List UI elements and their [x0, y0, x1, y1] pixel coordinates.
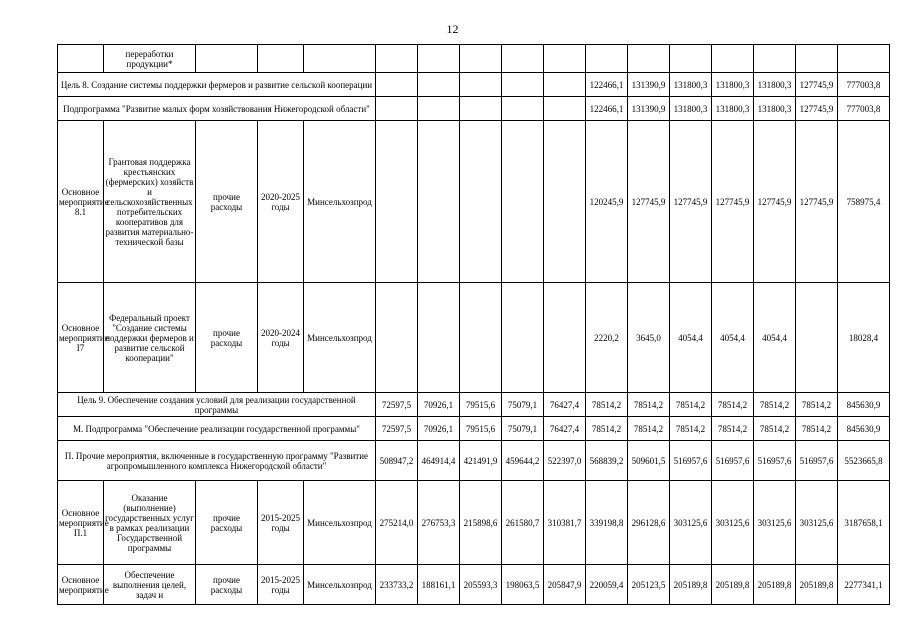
value-cell: 127745,9 — [754, 121, 796, 283]
value-cell — [502, 121, 544, 283]
value-cell: 127745,9 — [712, 121, 754, 283]
value-cell — [376, 73, 418, 97]
value-cell: 205189,8 — [754, 565, 796, 605]
value-cell: 18028,4 — [838, 283, 890, 393]
value-cell: 72597,5 — [376, 417, 418, 441]
value-cell: 120245,9 — [586, 121, 628, 283]
value-cell: 78514,2 — [796, 417, 838, 441]
value-cell — [544, 283, 586, 393]
value-cell: 275214,0 — [376, 481, 418, 565]
event-name: Обеспечение выполнения целей, задач и — [104, 565, 196, 605]
value-cell: 131800,3 — [670, 73, 712, 97]
value-cell — [460, 97, 502, 121]
value-cell: 3187658,1 — [838, 481, 890, 565]
value-cell: 127745,9 — [628, 121, 670, 283]
value-cell — [460, 73, 502, 97]
value-cell — [376, 121, 418, 283]
value-cell: 131800,3 — [712, 97, 754, 121]
value-cell: 215898,6 — [460, 481, 502, 565]
value-cell: 78514,2 — [586, 417, 628, 441]
value-cell: 464914,4 — [418, 441, 460, 481]
period: 2015-2025 годы — [258, 565, 304, 605]
value-cell: 4054,4 — [754, 283, 796, 393]
period: 2015-2025 годы — [258, 481, 304, 565]
goal-label: Подпрограмма "Развитие малых форм хозяйствования Нижегородской области" — [58, 97, 376, 121]
value-cell: 522397,0 — [544, 441, 586, 481]
value-cell: 516957,6 — [670, 441, 712, 481]
value-cell: 310381,7 — [544, 481, 586, 565]
goal-label: П. Прочие мероприятия, включенные в государственную программу "Развитие агропромышленного комплекса Нижегородской области" — [58, 441, 376, 481]
table-cell — [838, 45, 890, 73]
value-cell: 845630,9 — [838, 393, 890, 417]
value-cell — [796, 283, 838, 393]
table-cell — [502, 45, 544, 73]
table-cell — [628, 45, 670, 73]
table-cell — [754, 45, 796, 73]
value-cell: 75079,1 — [502, 393, 544, 417]
expense-type: прочие расходы — [196, 481, 258, 565]
value-cell: 758975,4 — [838, 121, 890, 283]
executor: Минсельхозпрод — [304, 121, 376, 283]
table-row — [58, 565, 890, 605]
value-cell: 296128,6 — [628, 481, 670, 565]
value-cell: 205189,8 — [712, 565, 754, 605]
value-cell — [376, 283, 418, 393]
value-cell: 509601,5 — [628, 441, 670, 481]
value-cell: 220059,4 — [586, 565, 628, 605]
value-cell: 127745,9 — [670, 121, 712, 283]
table-cell — [586, 45, 628, 73]
value-cell: 78514,2 — [586, 393, 628, 417]
event-name: Федеральный проект "Создание системы поддержки фермеров и развитие сельской кооперации" — [104, 283, 196, 393]
value-cell — [460, 283, 502, 393]
value-cell: 78514,2 — [628, 393, 670, 417]
value-cell: 339198,8 — [586, 481, 628, 565]
value-cell: 131800,3 — [712, 73, 754, 97]
value-cell: 205593,3 — [460, 565, 502, 605]
value-cell: 78514,2 — [796, 393, 838, 417]
period: 2020-2025 годы — [258, 121, 304, 283]
goal-label: Цель 8. Создание системы поддержки фермеров и развитие сельской кооперации — [58, 73, 376, 97]
expense-type: прочие расходы — [196, 121, 258, 283]
executor: Минсельхозпрод — [304, 283, 376, 393]
value-cell: 516957,6 — [712, 441, 754, 481]
event-code: Основное мероприятие — [58, 565, 104, 605]
executor: Минсельхозпрод — [304, 565, 376, 605]
value-cell: 303125,6 — [754, 481, 796, 565]
table-row — [58, 283, 890, 393]
table-cell — [670, 45, 712, 73]
value-cell: 78514,2 — [670, 417, 712, 441]
value-cell — [418, 283, 460, 393]
value-cell — [460, 121, 502, 283]
event-code: Основное мероприятие П.1 — [58, 481, 104, 565]
value-cell: 3645,0 — [628, 283, 670, 393]
value-cell: 568839,2 — [586, 441, 628, 481]
value-cell: 122466,1 — [586, 97, 628, 121]
value-cell: 845630,9 — [838, 417, 890, 441]
executor: Минсельхозпрод — [304, 481, 376, 565]
value-cell: 205847,9 — [544, 565, 586, 605]
value-cell: 508947,2 — [376, 441, 418, 481]
goal-label: Цель 9. Обеспечение создания условий для реализации государственной программы — [58, 393, 376, 417]
value-cell: 198063,5 — [502, 565, 544, 605]
table-cell — [304, 45, 376, 73]
table-cell — [376, 45, 418, 73]
value-cell: 4054,4 — [670, 283, 712, 393]
value-cell: 276753,3 — [418, 481, 460, 565]
value-cell — [418, 121, 460, 283]
value-cell: 233733,2 — [376, 565, 418, 605]
value-cell: 303125,6 — [670, 481, 712, 565]
value-cell — [502, 97, 544, 121]
value-cell: 78514,2 — [754, 417, 796, 441]
value-cell: 127745,9 — [796, 121, 838, 283]
table-cell: переработки продукции* — [104, 45, 196, 73]
value-cell: 205123,5 — [628, 565, 670, 605]
value-cell: 76427,4 — [544, 393, 586, 417]
table-cell — [544, 45, 586, 73]
table-cell — [196, 45, 258, 73]
value-cell: 205189,8 — [670, 565, 712, 605]
budget-table — [57, 44, 890, 605]
value-cell — [418, 73, 460, 97]
table-cell — [796, 45, 838, 73]
value-cell: 188161,1 — [418, 565, 460, 605]
table-row — [58, 481, 890, 565]
expense-type: прочие расходы — [196, 565, 258, 605]
value-cell: 127745,9 — [796, 97, 838, 121]
value-cell: 78514,2 — [754, 393, 796, 417]
value-cell: 78514,2 — [628, 417, 670, 441]
value-cell: 70926,1 — [418, 393, 460, 417]
value-cell — [544, 73, 586, 97]
value-cell: 4054,4 — [712, 283, 754, 393]
value-cell: 79515,6 — [460, 393, 502, 417]
value-cell: 131390,9 — [628, 73, 670, 97]
table-row — [58, 97, 890, 121]
event-code: Основное мероприятие I7 — [58, 283, 104, 393]
table-cell — [712, 45, 754, 73]
table-row — [58, 417, 890, 441]
goal-label: М. Подпрограмма "Обеспечение реализации государственной программы" — [58, 417, 376, 441]
table-row — [58, 441, 890, 481]
table-row — [58, 121, 890, 283]
value-cell: 78514,2 — [712, 393, 754, 417]
value-cell: 2277341,1 — [838, 565, 890, 605]
value-cell: 421491,9 — [460, 441, 502, 481]
event-name: Оказание (выполнение) государственных услуг в рамках реализации Государственной программы — [104, 481, 196, 565]
event-code: Основное мероприятие 8.1 — [58, 121, 104, 283]
value-cell: 777003,8 — [838, 73, 890, 97]
value-cell: 122466,1 — [586, 73, 628, 97]
value-cell — [502, 73, 544, 97]
table-row — [58, 45, 890, 73]
value-cell: 79515,6 — [460, 417, 502, 441]
value-cell — [544, 97, 586, 121]
value-cell: 777003,8 — [838, 97, 890, 121]
value-cell: 261580,7 — [502, 481, 544, 565]
table-cell — [258, 45, 304, 73]
value-cell: 72597,5 — [376, 393, 418, 417]
value-cell: 76427,4 — [544, 417, 586, 441]
value-cell: 131800,3 — [754, 97, 796, 121]
value-cell: 78514,2 — [670, 393, 712, 417]
value-cell: 131800,3 — [754, 73, 796, 97]
table-cell — [418, 45, 460, 73]
period: 2020-2024 годы — [258, 283, 304, 393]
value-cell: 303125,6 — [712, 481, 754, 565]
value-cell: 516957,6 — [796, 441, 838, 481]
table-row — [58, 393, 890, 417]
value-cell: 516957,6 — [754, 441, 796, 481]
value-cell: 2220,2 — [586, 283, 628, 393]
expense-type: прочие расходы — [196, 283, 258, 393]
value-cell: 131390,9 — [628, 97, 670, 121]
value-cell: 75079,1 — [502, 417, 544, 441]
value-cell — [418, 97, 460, 121]
event-name: Грантовая поддержка крестьянских (фермерских) хозяйств и сельскохозяйственных потребительских кооперативов для развития материально-технической базы — [104, 121, 196, 283]
value-cell: 5523665,8 — [838, 441, 890, 481]
value-cell: 459644,2 — [502, 441, 544, 481]
table-cell — [460, 45, 502, 73]
value-cell: 78514,2 — [712, 417, 754, 441]
table-row — [58, 73, 890, 97]
value-cell — [544, 121, 586, 283]
table-cell — [58, 45, 104, 73]
value-cell — [502, 283, 544, 393]
value-cell: 131800,3 — [670, 97, 712, 121]
value-cell: 127745,9 — [796, 73, 838, 97]
value-cell — [376, 97, 418, 121]
value-cell: 205189,8 — [796, 565, 838, 605]
value-cell: 70926,1 — [418, 417, 460, 441]
value-cell: 303125,6 — [796, 481, 838, 565]
page-number: 12 — [446, 22, 459, 36]
